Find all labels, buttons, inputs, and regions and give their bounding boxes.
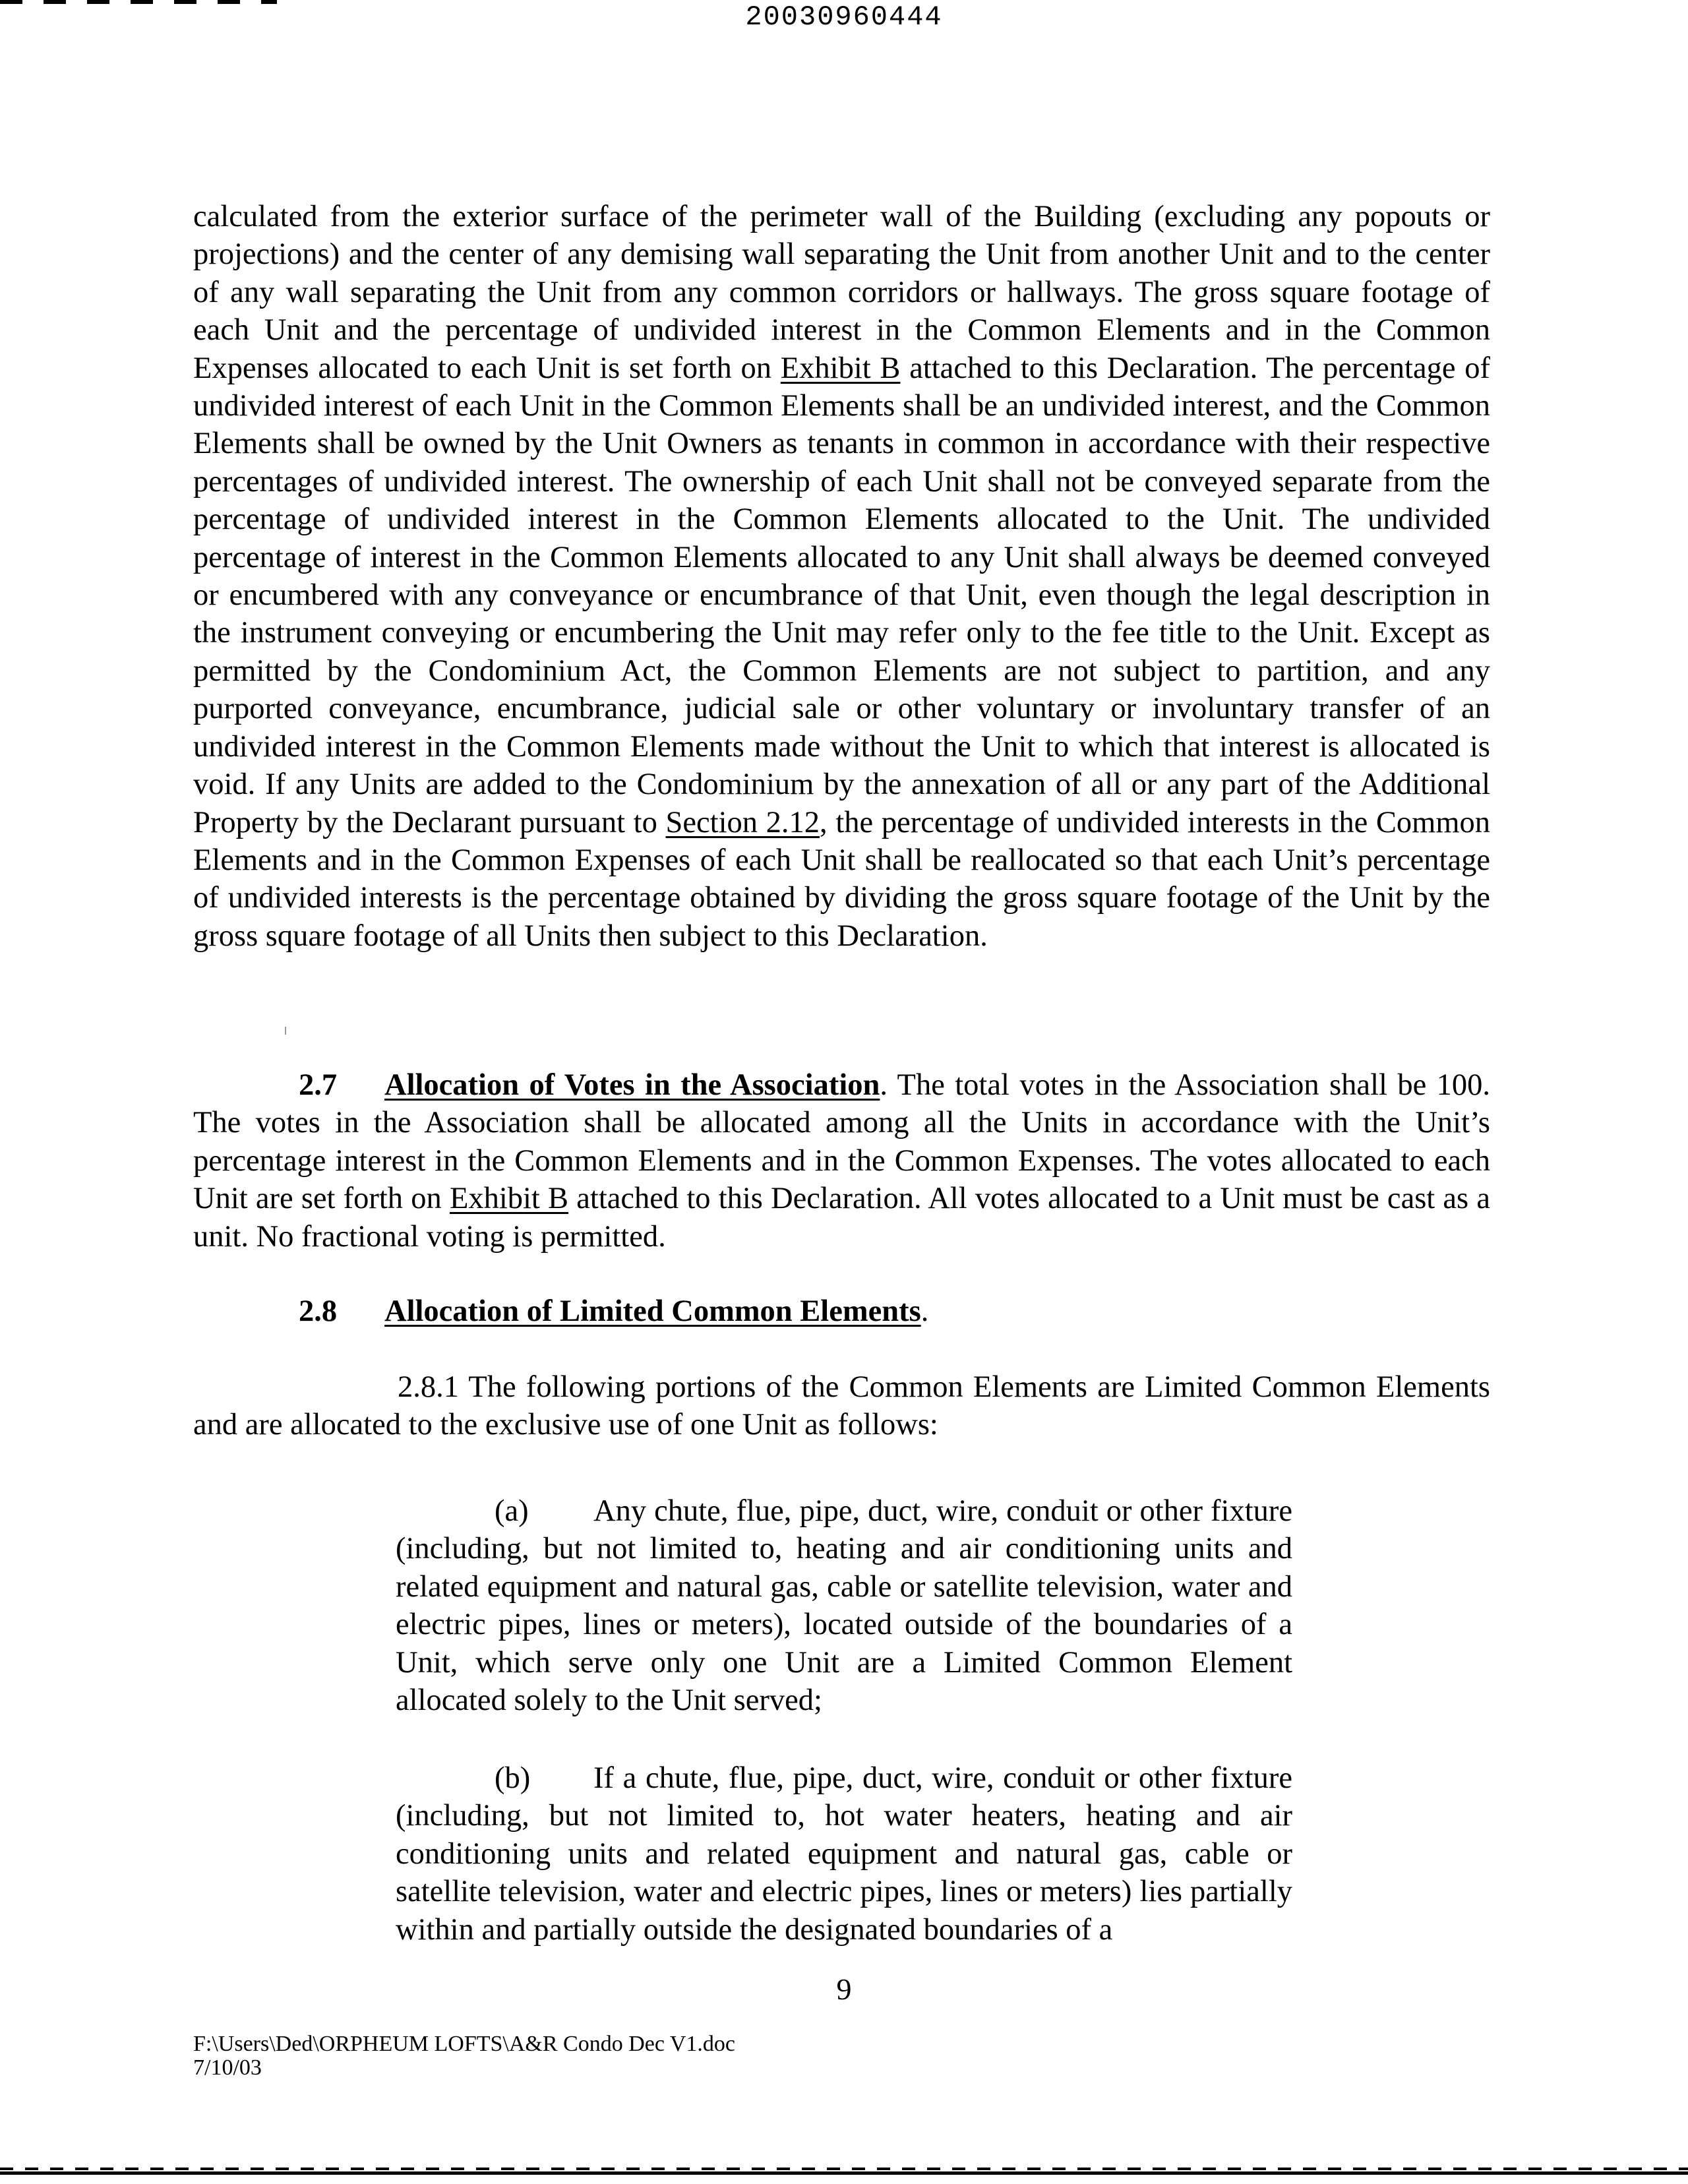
section-2-12-reference: Section 2.12 <box>665 805 820 839</box>
section-2-8-heading-line <box>193 1292 1490 1330</box>
list-item-b <box>396 1759 1292 1949</box>
list-item-text <box>396 1759 1292 1949</box>
section-number: 2.8 <box>299 1294 338 1328</box>
section-2-7-text <box>193 1066 1490 1256</box>
document-date: 7/10/03 <box>193 2055 262 2080</box>
section-2-7 <box>193 1066 1490 1256</box>
text-run: , the percentage of undivided interests in the Common Elements and in the Common Expenses of each Unit shall be reallocated so that each Unit’s percentage of undivided interests is the percentage obtained by dividing the gross square footage of the Unit by the gross square footage of all Units then subject to this Declaration. <box>193 805 1490 953</box>
text-run: attached to this Declaration. All votes allocated to a Unit must be cast as a unit. No fractional voting is permitted. <box>193 1182 1490 1254</box>
text-run: attached to this Declaration. The percentage of undivided interest of each Unit in the Common Elements shall be an undivided interest, and the Common Elements shall be owned by the Unit Owners as tenants in common in accordance with their respective percentages of undivided interest. The ownership of each Unit shall not be conveyed separate from the percentage of undivided interest in the Common Elements allocated to the Unit. The undivided percentage of interest in the Common Elements allocated to any Unit shall always be deemed conveyed or encumbered with any conveyance or encumbrance of that Unit, even though the legal description in the instrument conveying or encumbering the Unit may refer only to the fee title to the Unit. Except as permitted by the Condominium Act, the Common Elements are not subject to partition, and any purported conveyance, encumbrance, judicial sale or other voluntary or involuntary transfer of an undivided interest in the Common Elements made without the Unit to which that interest is allocated is void. If any Units are added to the Condominium by the annexation of all or any part of the Additional Property by the Declarant pursuant to <box>193 351 1490 839</box>
section-2-8-1 <box>193 1368 1490 1444</box>
text-run: . <box>920 1294 929 1328</box>
text-run: calculated from the exterior surface of the perimeter wall of the Building (excluding any popouts or projections) and the center of any demising wall separating the Unit from another Unit and to the center of any wall separating the Unit from any common corridors or hallways. The gross square footage of each Unit and the percentage of undivided interest in the Common Elements and in the Common Expenses allocated to each Unit is set forth on <box>193 200 1490 385</box>
section-2-8-1-text <box>193 1368 1490 1444</box>
list-item-text <box>396 1492 1292 1719</box>
section-number: 2.7 <box>299 1068 338 1102</box>
intro-paragraph <box>193 198 1490 955</box>
text-run: The following portions of the Common Elements are Limited Common Elements and are allocated to the exclusive use of one Unit as follows: <box>193 1370 1490 1442</box>
scan-artifact-bottom-dashes <box>0 2168 1688 2170</box>
section-heading: Allocation of Limited Common Elements <box>384 1294 921 1328</box>
list-item-a <box>396 1492 1292 1719</box>
section-heading: Allocation of Votes in the Association <box>384 1068 880 1102</box>
text-run: . <box>880 1068 888 1102</box>
section-2-8 <box>193 1292 1490 1330</box>
text-run: If a chute, flue, pipe, duct, wire, conduit or other fixture (including, but not limited to, hot water heaters, heating and air conditioning units and related equipment and natural gas, cable or satellite television, water and electric pipes, lines or meters) lies partially within and partially outside the designated boundaries of a <box>396 1761 1292 1947</box>
page-number <box>0 1972 1688 2007</box>
subsection-number: 2.8.1 <box>398 1370 459 1404</box>
text-run: Any chute, flue, pipe, duct, wire, conduit or other fixture (including, but not limited to, heating and air conditioning units and related equipment and natural gas, cable or satellite television, water and electric pipes, lines or meters), located outside of the boundaries of a Unit, which serve only one Unit are a Limited Common Element allocated solely to the Unit served; <box>396 1494 1292 1718</box>
exhibit-b-reference: Exhibit B <box>780 351 901 385</box>
intro-paragraph-text <box>193 198 1490 955</box>
text-run: The total votes in the Association shall be 100. The votes in the Association shall be allocated among all the Units in accordance with the Unit’s percentage interest in the Common Elements and in the Common Expenses. The votes allocated to each Unit are set forth on <box>193 1068 1491 1216</box>
list-item-label: (b) <box>495 1761 531 1795</box>
file-path: F:\Users\Ded\ORPHEUM LOFTS\A&R Condo Dec V1.doc <box>193 2032 735 2056</box>
document-number: 20030960444 <box>745 1 943 33</box>
document-footer <box>193 2032 735 2080</box>
exhibit-b-reference: Exhibit B <box>449 1182 569 1216</box>
page-number-text: 9 <box>836 1972 852 2006</box>
scan-artifact-tick <box>285 1027 286 1035</box>
list-item-label: (a) <box>495 1494 529 1528</box>
scan-artifact-bottom-line <box>0 2171 1688 2175</box>
